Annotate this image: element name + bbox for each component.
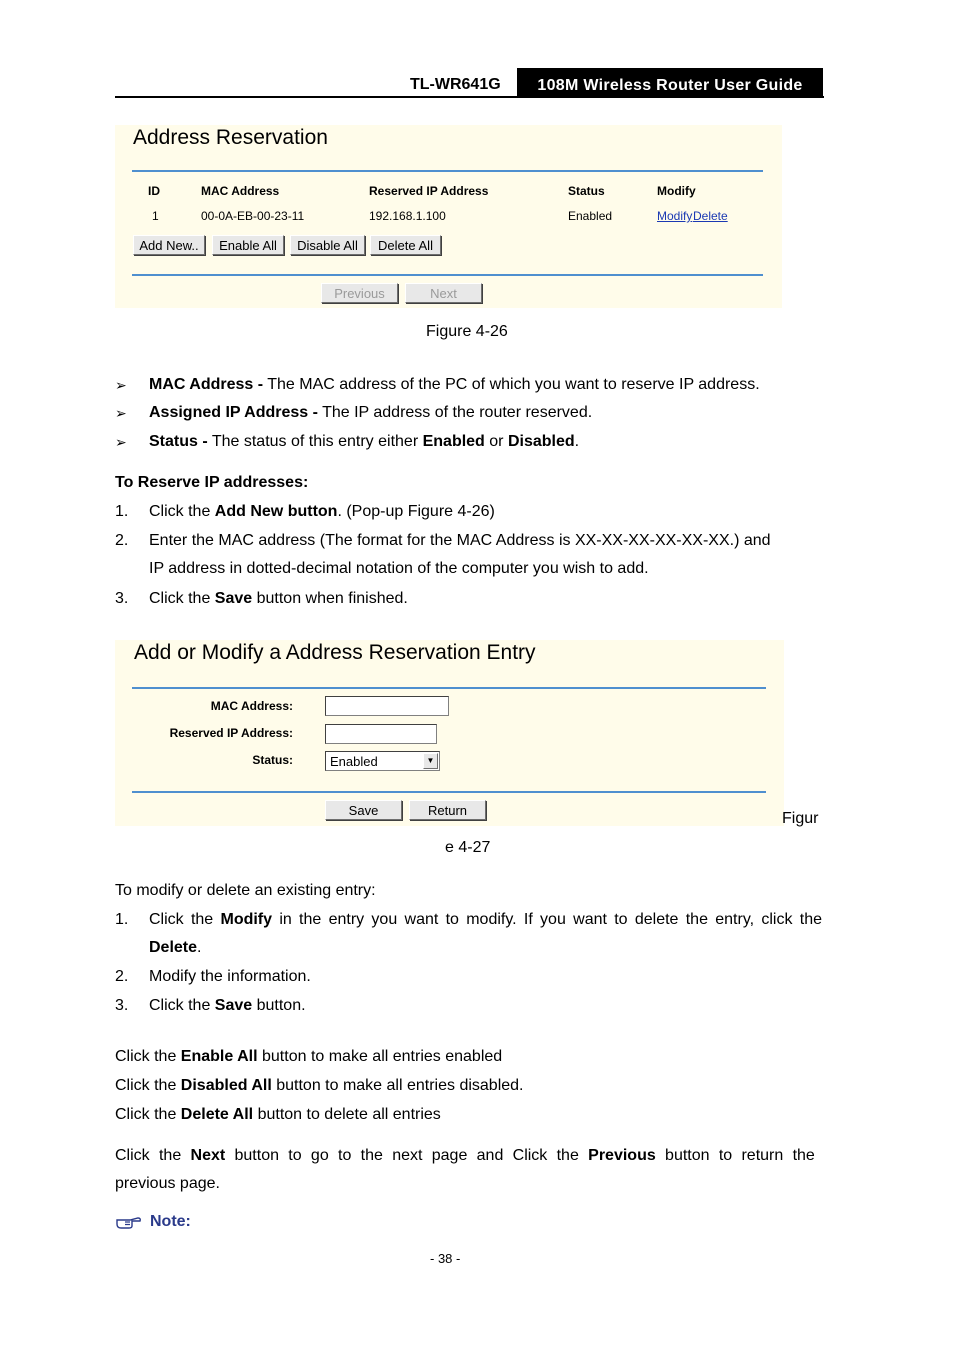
save-button[interactable]: Save: [325, 800, 402, 820]
col-ip: Reserved IP Address: [369, 184, 489, 198]
add-new-button[interactable]: Add New..: [133, 235, 205, 255]
paragraph: Click the Next button to go to the next page and Click the Previous button to return the: [115, 1147, 815, 1164]
col-mac: MAC Address: [201, 184, 280, 198]
divider: [132, 687, 766, 689]
step-text: Click the Add New button. (Pop-up Figure 4-26): [149, 503, 495, 520]
status-select[interactable]: [325, 751, 440, 771]
panel-title: Address Reservation: [133, 126, 328, 149]
bullet-item: [115, 375, 127, 396]
divider: [132, 791, 766, 793]
bullet-item: [115, 403, 127, 424]
arrow-bullet-icon: ➢: [115, 377, 127, 393]
paragraph: Click the Enable All button to make all entries enabled: [115, 1048, 503, 1065]
bullet-text: Status - The status of this entry either Enabled or Disabled.: [149, 433, 580, 450]
row-id: 1: [152, 209, 159, 223]
enable-all-button[interactable]: Enable All: [212, 235, 284, 255]
paragraph: To modify or delete an existing entry:: [115, 882, 376, 899]
note-label: Note:: [150, 1213, 191, 1230]
row-status: Enabled: [568, 209, 613, 223]
panel-title: Add or Modify a Address Reservation Entry: [134, 641, 536, 664]
step-number: 3.: [115, 590, 129, 607]
step-text: Modify the information.: [149, 968, 311, 985]
reserved-ip-label: Reserved IP Address:: [169, 726, 293, 740]
section-heading: To Reserve IP addresses:: [115, 474, 309, 491]
figure-caption: Figure 4-26: [426, 323, 508, 340]
address-reservation-panel: [115, 125, 782, 308]
step-text: Click the Save button when finished.: [149, 590, 408, 607]
step-number: 1.: [115, 911, 129, 928]
bullet-text: Assigned IP Address - The IP address of the router reserved.: [149, 404, 593, 421]
mac-address-input[interactable]: [325, 696, 449, 716]
next-button[interactable]: Next: [405, 283, 482, 303]
return-button[interactable]: Return: [409, 800, 486, 820]
figure-caption-part: e 4-27: [445, 839, 491, 856]
add-modify-entry-panel: [115, 640, 784, 826]
delete-all-button[interactable]: Delete All: [370, 235, 441, 255]
step-text: Click the Save button.: [149, 997, 306, 1014]
step-text: Click the Modify in the entry you want to modify. If you want to delete the entry, click the: [149, 911, 823, 928]
status-select-value: Enabled: [330, 754, 378, 769]
paragraph: previous page.: [115, 1175, 220, 1192]
paragraph: Click the Disabled All button to make all entries disabled.: [115, 1077, 524, 1094]
previous-button[interactable]: Previous: [321, 283, 398, 303]
step-number: 1.: [115, 503, 129, 520]
figure-caption-part: Figur: [782, 810, 819, 827]
header-model: TL-WR641G: [410, 76, 501, 93]
bullet-item: [115, 432, 127, 453]
modify-link[interactable]: Modify: [657, 209, 693, 223]
col-modify: Modify: [657, 184, 696, 198]
reserved-ip-input[interactable]: [325, 724, 437, 744]
disable-all-button[interactable]: Disable All: [290, 235, 365, 255]
pointing-hand-icon: [116, 1214, 142, 1230]
col-status: Status: [568, 184, 605, 198]
header-rule: [115, 96, 824, 98]
divider: [132, 170, 763, 172]
status-label: Status:: [252, 753, 293, 767]
step-text: IP address in dotted-decimal notation of the computer you wish to add.: [149, 560, 649, 577]
mac-address-label: MAC Address:: [210, 699, 293, 713]
row-mac: 00-0A-EB-00-23-11: [201, 209, 305, 223]
step-number: 2.: [115, 532, 129, 549]
chevron-down-icon[interactable]: ▼: [423, 753, 438, 769]
delete-link[interactable]: Delete: [693, 209, 728, 223]
bullet-text: MAC Address - The MAC address of the PC of which you want to reserve IP address.: [149, 376, 760, 393]
step-text: Enter the MAC address (The format for the MAC Address is XX-XX-XX-XX-XX-XX.) and: [149, 532, 771, 549]
step-number: 2.: [115, 968, 129, 985]
row-ip: 192.168.1.100: [369, 209, 446, 223]
header-guide-title: 108M Wireless Router User Guide: [517, 68, 823, 97]
arrow-bullet-icon: ➢: [115, 405, 127, 421]
col-id: ID: [148, 184, 160, 198]
paragraph: Click the Delete All button to delete all entries: [115, 1106, 441, 1123]
step-text: Delete.: [149, 939, 202, 956]
divider: [132, 274, 763, 276]
step-number: 3.: [115, 997, 129, 1014]
page-number: - 38 -: [430, 1251, 461, 1266]
arrow-bullet-icon: ➢: [115, 434, 127, 450]
